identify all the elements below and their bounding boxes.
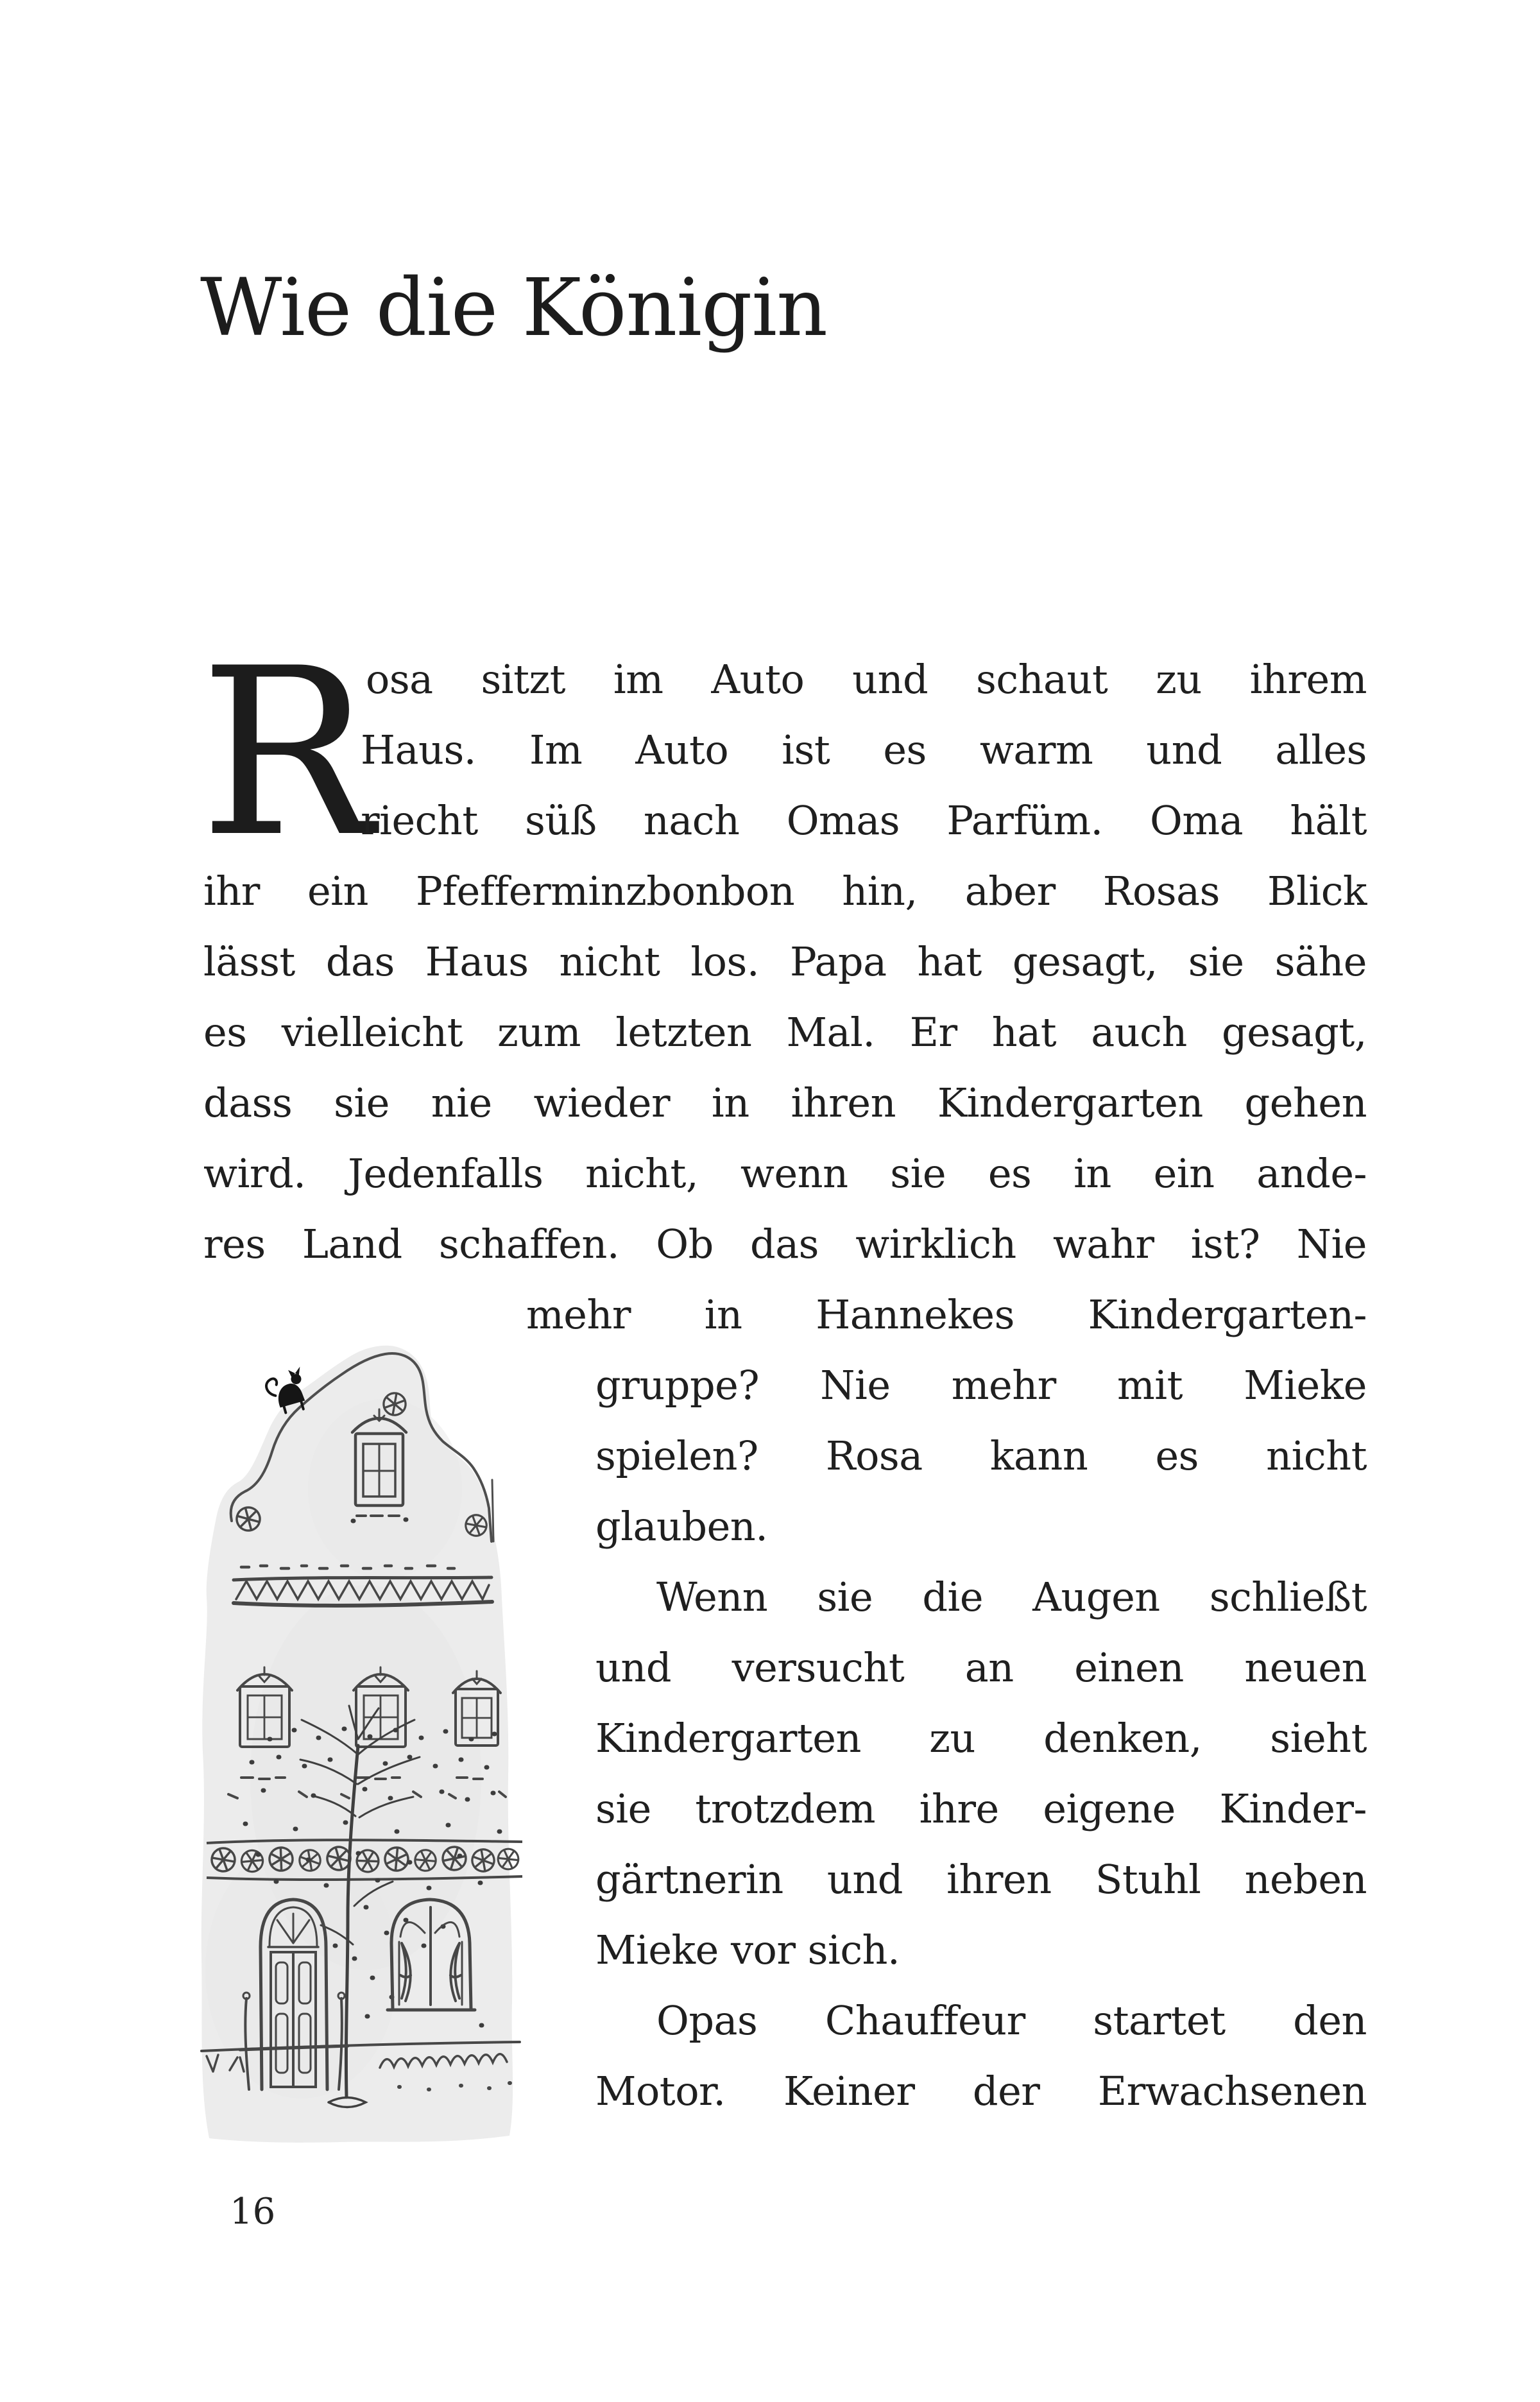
body-line: und versucht an einen neuen (595, 1644, 1367, 1691)
body-line: glauben. (595, 1503, 768, 1550)
body-line: Haus. Im Auto ist es warm und alles (361, 726, 1367, 773)
drop-cap: R (200, 619, 374, 888)
body-line: dass sie nie wieder in ihren Kindergarten gehen (203, 1079, 1367, 1126)
page-number: 16 (230, 2191, 276, 2233)
house-illustration (173, 1328, 533, 2163)
body-line: gärtnerin und ihren Stuhl neben (595, 1856, 1367, 1903)
body-line: osa sitzt im Auto und schaut zu ihrem (366, 656, 1367, 703)
body-line: Mieke vor sich. (595, 1926, 900, 1973)
body-line: res Land schaffen. Ob das wirklich wahr ist? Nie (203, 1221, 1367, 1267)
body-line: wird. Jedenfalls nicht, wenn sie es in ein ande- (203, 1150, 1367, 1197)
body-line: es vielleicht zum letzten Mal. Er hat auch gesagt, (203, 1009, 1367, 1056)
body-line: Motor. Keiner der Erwachsenen (595, 2068, 1367, 2115)
body-line: Wenn sie die Augen schließt (656, 1574, 1367, 1620)
body-line: lässt das Haus nicht los. Papa hat gesagt, sie sähe (203, 938, 1367, 985)
body-line: mehr in Hannekes Kindergarten- (526, 1291, 1367, 1338)
body-line: Opas Chauffeur startet den (656, 1997, 1367, 2044)
body-line: sie trotzdem ihre eigene Kinder- (595, 1785, 1367, 1832)
body-line: ihr ein Pfefferminzbonbon hin, aber Rosas Blick (203, 868, 1367, 914)
body-line: riecht süß nach Omas Parfüm. Oma hält (361, 797, 1367, 844)
gable-edge-line (492, 1480, 493, 1541)
body-line: spielen? Rosa kann es nicht (595, 1432, 1367, 1479)
chapter-title: Wie die Königin (200, 262, 827, 354)
body-line: Kindergarten zu denken, sieht (595, 1715, 1367, 1762)
body-line: gruppe? Nie mehr mit Mieke (595, 1362, 1367, 1409)
